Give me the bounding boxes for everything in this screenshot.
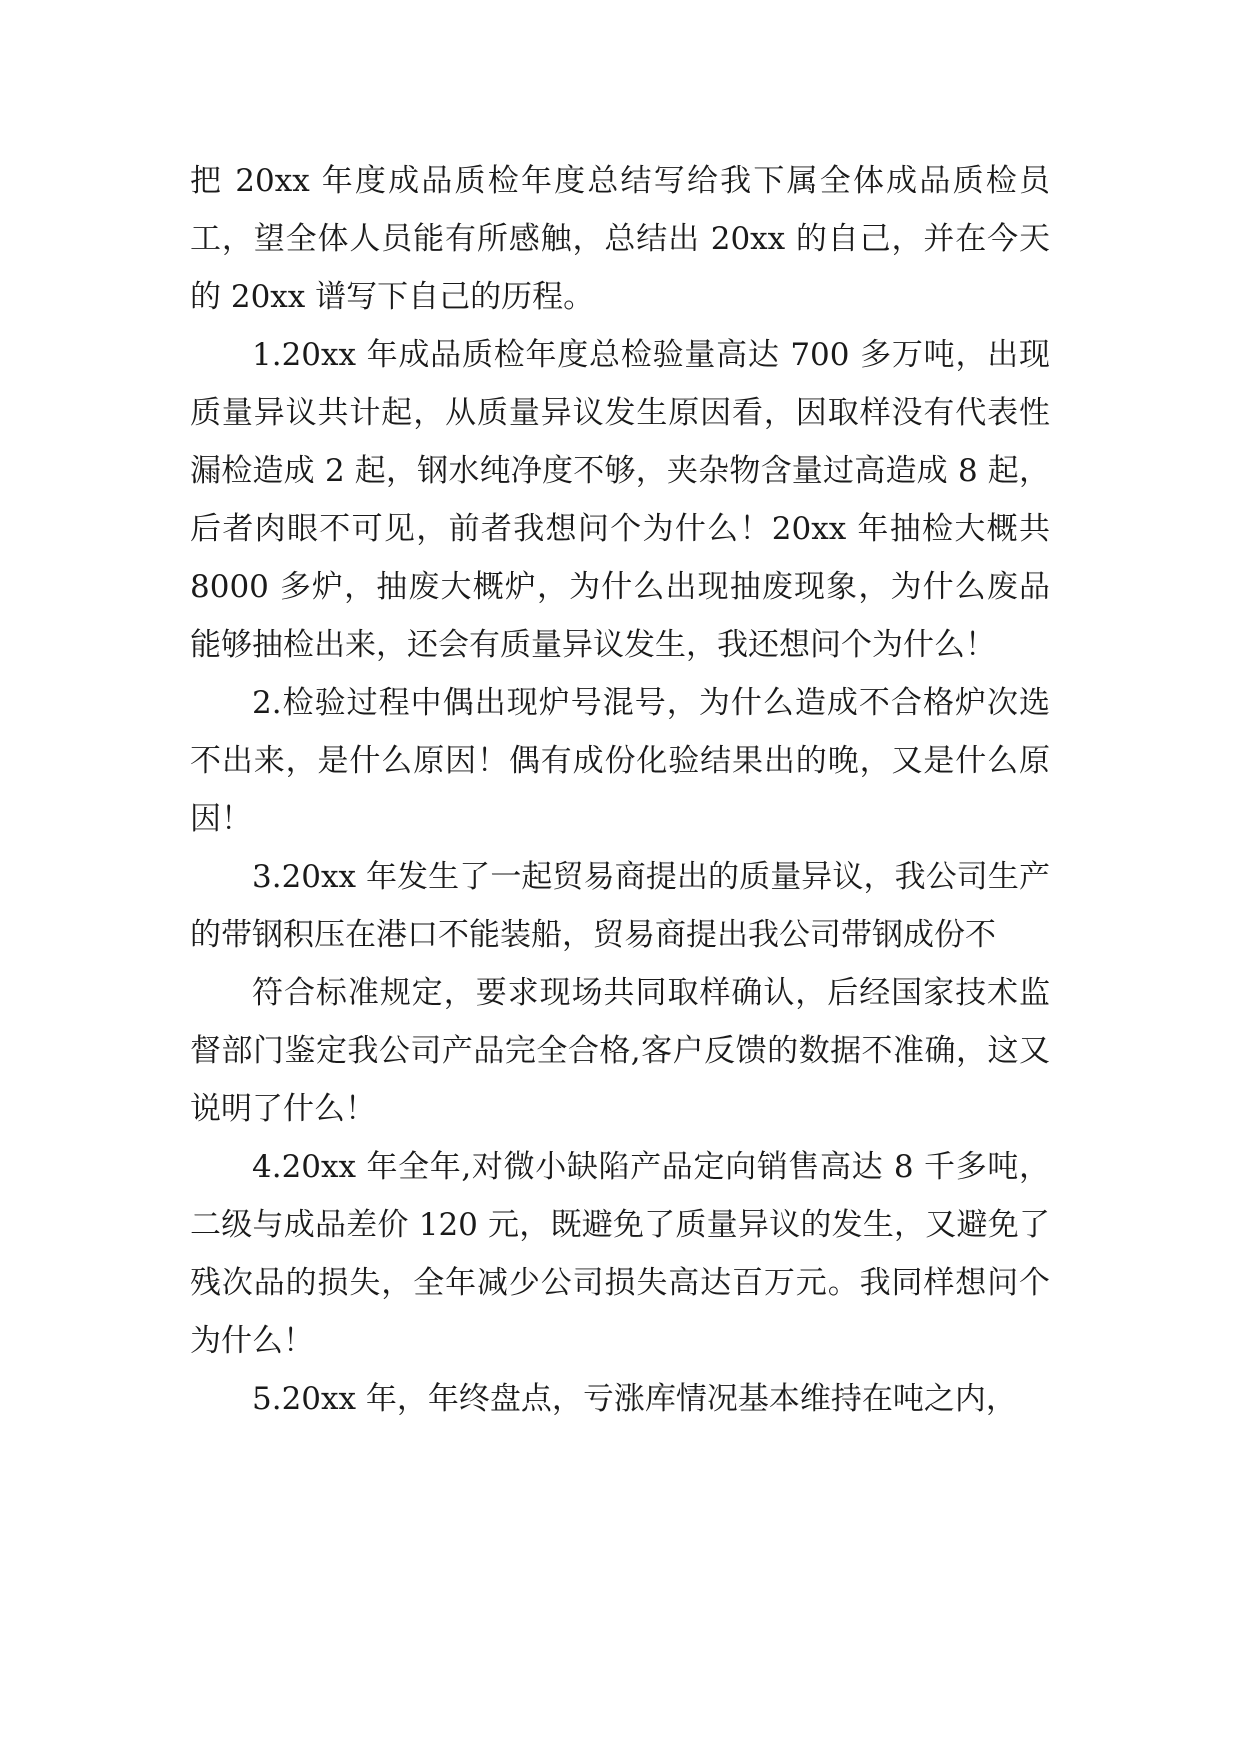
document-body xyxy=(190,152,1050,1428)
paragraph-item-2: 2.检验过程中偶出现炉号混号，为什么造成不合格炉次选不出来，是什么原因！偶有成份化验结果出的晚，又是什么原因！ xyxy=(190,685,1050,837)
paragraph-intro: 把 20xx 年度成品质检年度总结写给我下属全体成品质检员工，望全体人员能有所感触，总结出 20xx 的自己，并在今天的 20xx 谱写下自己的历程。 xyxy=(190,163,1050,315)
paragraph-item-5: 5.20xx 年，年终盘点，亏涨库情况基本维持在吨之内， xyxy=(252,1381,1017,1417)
paragraph-item-3: 3.20xx 年发生了一起贸易商提出的质量异议，我公司生产的带钢积压在港口不能装船，贸易商提出我公司带钢成份不 xyxy=(190,859,1050,953)
paragraph-item-1: 1.20xx 年成品质检年度总检验量高达 700 多万吨，出现质量异议共计起，从质量异议发生原因看，因取样没有代表性漏检造成 2 起，钢水纯净度不够，夹杂物含量过高造成 8 起，后者肉眼不可见，前者我想问个为什么！20xx 年抽检大概共 8000 多炉，抽废大概炉，为什么出现抽废现象，为什么废品能够抽检出来，还会有质量异议发生，我还想问个为什么！ xyxy=(190,337,1050,663)
paragraph-item-3-continued: 符合标准规定，要求现场共同取样确认，后经国家技术监督部门鉴定我公司产品完全合格,客户反馈的数据不准确，这又说明了什么！ xyxy=(190,975,1050,1127)
paragraph-item-4: 4.20xx 年全年,对微小缺陷产品定向销售高达 8 千多吨，二级与成品差价 120 元，既避免了质量异议的发生，又避免了残次品的损失，全年减少公司损失高达百万元。我同样想问个为什么！ xyxy=(190,1149,1050,1359)
